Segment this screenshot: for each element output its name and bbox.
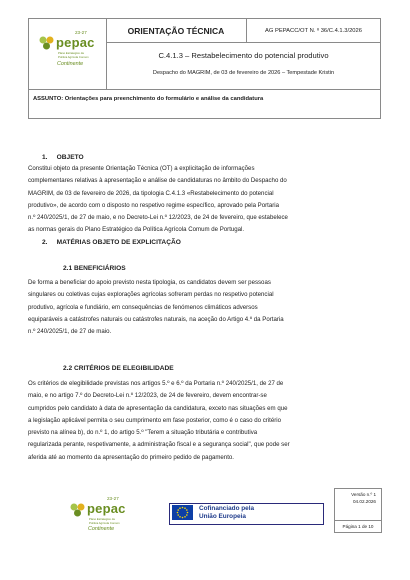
logo-tagline-1: Plano Estratégico da [89, 517, 115, 521]
paragraph-line: as normas gerais do Plano Estratégico da Política Agrícola Comum de Portugal. [28, 226, 245, 234]
paragraph-line: previsto na alínea b), do n.º 1, do artigo 5.º "Terem a situação tributária e contributiva [28, 429, 258, 437]
document-header [28, 18, 381, 119]
subject-text: Orientações para preenchimento do formulário e análise da candidatura [64, 96, 264, 102]
logo-year: 23-27 [107, 496, 119, 501]
version-date: 04.02.2026 [353, 499, 376, 504]
section-1-paragraph [28, 163, 382, 237]
document-reference: AG PEPACC/OT N. º 36/C.4.1.3/2026 [246, 19, 381, 43]
section-2-1-heading: 2.1 BENEFICIÁRIOS [63, 265, 126, 272]
pepac-leaf-icon [39, 36, 55, 50]
eu-line-2: União Europeia [199, 513, 246, 520]
paragraph-line: singulares ou coletivas cujas explorações agrícolas sofreram perdas no respetivo potencial [28, 291, 274, 299]
paragraph-line: Constitui objeto da presente Orientação Técnica (OT) a explicitação de informações [28, 165, 255, 172]
logo-tagline-1: Plano Estratégico da [58, 51, 84, 55]
paragraph-line: n.º 240/2025/1, de 27 de maio, e no Decreto-Lei n.º 12/2023, de 24 de fevereiro, que estabelece [28, 214, 288, 222]
paragraph-line: n.º 240/2025/1, de 27 de maio. [28, 328, 112, 336]
paragraph-line: produtivo, agrícola e fundiário, em consequências de fenómenos climáticos adversos [28, 303, 258, 311]
logo-region: Continente [57, 61, 84, 67]
logo-year: 23-27 [75, 30, 87, 35]
section-1-heading: 1. OBJETO [42, 154, 84, 161]
section-2-2-heading: 2.2 CRITÉRIOS DE ELEGIBILIDADE [63, 365, 174, 372]
paragraph-line: produtivo», de acordo com o disposto no respetivo regime específico, aprovado pela Portaria [28, 201, 280, 209]
logo-wordmark: pepac [87, 501, 126, 516]
paragraph-line: De forma a beneficiar do apoio previsto nesta tipologia, os candidatos devem ser pessoas [28, 279, 271, 286]
paragraph-line: complementares relativas à apresentação e análise de candidaturas no âmbito do Despacho do [28, 177, 287, 185]
paragraph-line: MAGRIM, de 03 de fevereiro de 2026, da tipologia C.4.1.3 «Restabelecimento do potencial [28, 189, 274, 197]
eu-stars-icon [172, 505, 193, 520]
eu-cofinancing-text [199, 505, 254, 521]
footer-pepac-logo [70, 492, 150, 532]
paragraph-line: regularizada perante, respetivamente, a administração fiscal e a segurança social", que pode ser [28, 441, 290, 449]
despacho-line: Despacho do MAGRIM, de 03 de fevereiro de 2026 – Tempestade Kristin [152, 70, 335, 76]
paragraph-line: equiparáveis a catástrofes naturais ou catástrofes naturais, na aceção do Artigo 4.º da Portaria [28, 315, 284, 323]
subject-row [29, 89, 381, 119]
paragraph-line: aferida até ao momento da apresentação do primeiro pedido de pagamento. [28, 453, 234, 461]
eu-flag-icon [172, 505, 193, 520]
measure-cell [106, 42, 381, 89]
logo-tagline-2: Política Agrícola Comum [89, 521, 120, 525]
pepac-logo [29, 19, 106, 89]
paragraph-line: Os critérios de elegibilidade previstas nos artigos 5.º e 6.º da Portaria n.º 240/2025/1, de 27 de [28, 380, 284, 387]
subject-label: ASSUNTO: [33, 96, 64, 102]
page-number: Página 1 de 10 [335, 520, 381, 529]
section-2-2-paragraph [28, 378, 382, 464]
logo-region: Continente [88, 526, 115, 532]
version-number: Versão n.º 1 [351, 492, 376, 497]
logo-tagline-2: Política Agrícola Comum [58, 55, 89, 59]
header-logo-cell [29, 19, 107, 89]
paragraph-line: maio, e no artigo 7.º do Decreto-Lei n.º 12/2023, de 24 de fevereiro, devem encontrar-se [28, 392, 267, 400]
document-type-title: ORIENTAÇÃO TÉCNICA [106, 19, 247, 43]
version-box [334, 488, 382, 533]
logo-wordmark: pepac [56, 35, 95, 50]
eu-line-1: Cofinanciado pela [199, 505, 255, 512]
pepac-leaf-icon [70, 503, 86, 517]
section-2-heading: 2. MATÉRIAS OBJETO DE EXPLICITAÇÃO [42, 239, 181, 246]
paragraph-line: cumpridos pelo candidato à data de apresentação da candidatura, exceto nas situações em que [28, 404, 288, 412]
paragraph-line: a legislação aplicável permita o seu cumprimento em fase posterior, como é o caso do critério [28, 416, 282, 424]
section-2-1-paragraph [28, 277, 382, 338]
measure-title: C.4.1.3 – Restabelecimento do potencial produtivo [158, 51, 329, 60]
